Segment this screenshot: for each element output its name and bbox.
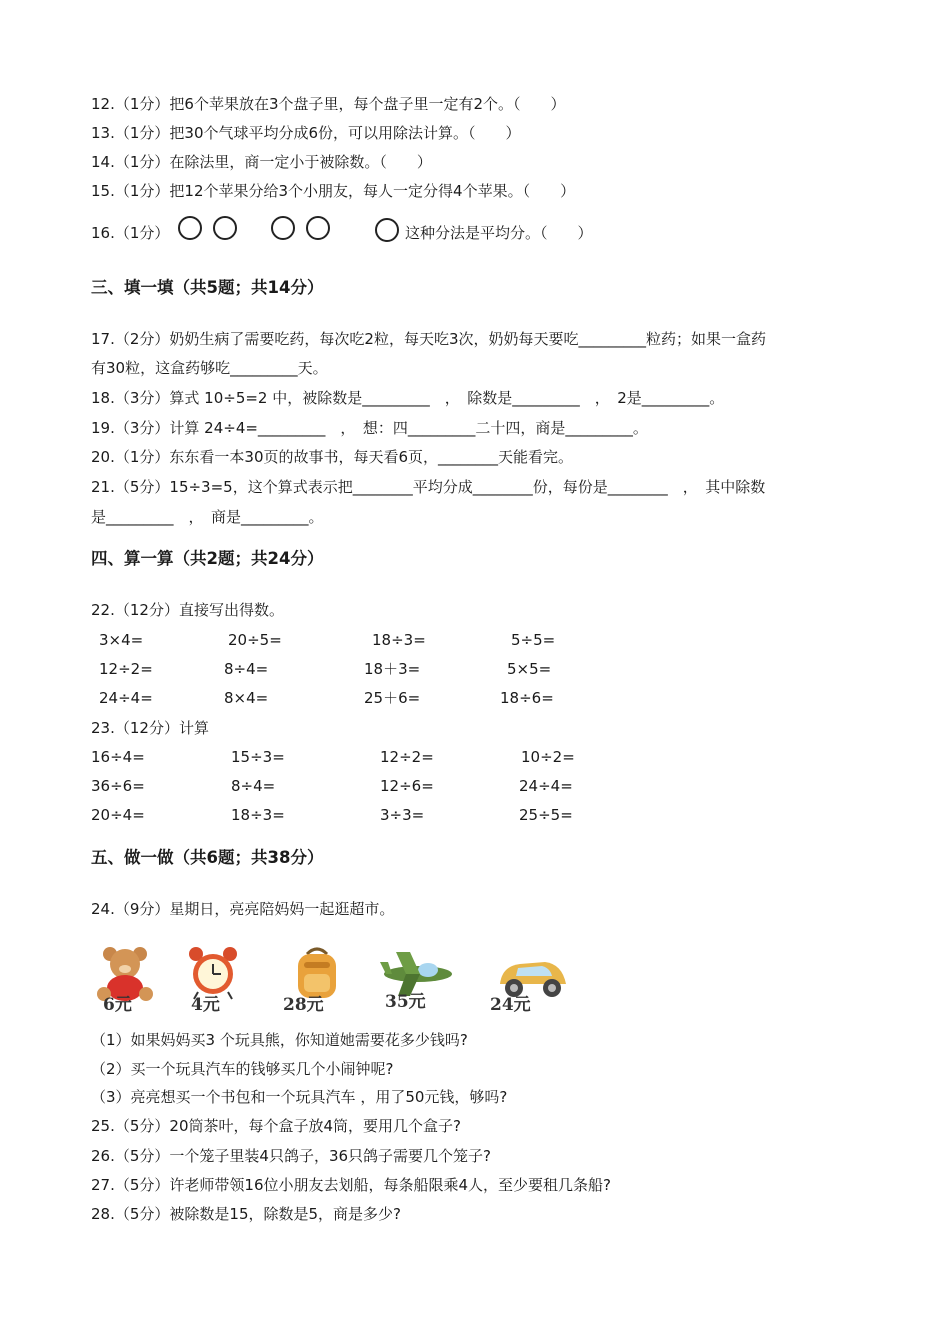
q23-cell: 20÷4= <box>91 806 145 824</box>
question-25: 25.（5分）20筒茶叶，每个盒子放4筒，要用几个盒子? <box>91 1117 461 1135</box>
price-label: 35元 <box>385 992 426 1012</box>
q22-cell: 25＋6= <box>364 689 421 707</box>
q22-cell: 5×5= <box>507 660 552 678</box>
q23-cell: 8÷4= <box>231 777 276 795</box>
question-24-1: （1）如果妈妈买3 个玩具熊，你知道她需要花多少钱吗? <box>91 1031 468 1049</box>
q22-cell: 18÷6= <box>500 689 554 707</box>
q23-cell: 25÷5= <box>519 806 573 824</box>
circle-icon <box>375 218 399 242</box>
q22-cell: 18＋3= <box>364 660 421 678</box>
q22-cell: 8×4= <box>224 689 269 707</box>
q23-cell: 24÷4= <box>519 777 573 795</box>
price-label: 28元 <box>283 995 324 1015</box>
price-label: 6元 <box>103 995 132 1015</box>
question-20: 20.（1分）东东看一本30页的故事书，每天看6页，________天能看完。 <box>91 448 574 466</box>
question-28: 28.（5分）被除数是15，除数是5，商是多少? <box>91 1205 401 1223</box>
question-19: 19.（3分）计算 24÷4=_________ ， 想：四_________二十四，商是_________。 <box>91 419 648 437</box>
q23-cell: 15÷3= <box>231 748 285 766</box>
q22-cell: 12÷2= <box>99 660 153 678</box>
q22-cell: 24÷4= <box>99 689 153 707</box>
question-16-prefix: 16.（1分） <box>91 224 170 242</box>
q23-cell: 16÷4= <box>91 748 145 766</box>
question-12: 12.（1分）把6个苹果放在3个盘子里，每个盘子里一定有2个。（ ） <box>91 95 566 113</box>
question-17-line2: 有30粒，这盒药够吃_________天。 <box>91 359 328 377</box>
question-27: 27.（5分）许老师带领16位小朋友去划船，每条船限乘4人，至少要租几条船? <box>91 1176 611 1194</box>
circle-icon <box>178 216 202 240</box>
question-15: 15.（1分）把12个苹果分给3个小朋友，每人一定分得4个苹果。（ ） <box>91 182 576 200</box>
question-14: 14.（1分）在除法里，商一定小于被除数。（ ） <box>91 153 432 171</box>
question-18: 18.（3分）算式 10÷5=2 中，被除数是_________ ， 除数是_________ ， 2是_________。 <box>91 389 725 407</box>
question-24-3: （3）亮亮想买一个书包和一个玩具汽车 ，用了50元钱，够吗? <box>91 1088 508 1106</box>
question-24-2: （2）买一个玩具汽车的钱够买几个小闹钟呢? <box>91 1060 394 1078</box>
q23-cell: 18÷3= <box>231 806 285 824</box>
question-26: 26.（5分）一个笼子里装4只鸽子，36只鸽子需要几个笼子? <box>91 1147 491 1165</box>
section-4-heading: 四、算一算（共2题；共24分） <box>91 549 324 568</box>
question-17-line1: 17.（2分）奶奶生病了需要吃药，每次吃2粒，每天吃3次，奶奶每天要吃_________粒药；如果一盒药 <box>91 330 766 348</box>
circle-icon <box>271 216 295 240</box>
question-16-suffix: 这种分法是平均分。（ ） <box>405 224 593 242</box>
q22-cell: 18÷3= <box>372 631 426 649</box>
question-13: 13.（1分）把30个气球平均分成6份，可以用除法计算。（ ） <box>91 124 521 142</box>
question-21-line2: 是_________ ， 商是_________。 <box>91 508 324 526</box>
q22-cell: 8÷4= <box>224 660 269 678</box>
price-label: 24元 <box>490 995 531 1015</box>
q22-cell: 3×4= <box>99 631 144 649</box>
question-23: 23.（12分）计算 <box>91 719 209 737</box>
circle-icon <box>213 216 237 240</box>
circle-icon <box>306 216 330 240</box>
q23-cell: 12÷2= <box>380 748 434 766</box>
question-21-line1: 21.（5分）15÷3=5，这个算式表示把________平均分成________份，每份是________ ， 其中除数 <box>91 478 766 496</box>
q23-cell: 12÷6= <box>380 777 434 795</box>
price-label: 4元 <box>191 995 220 1015</box>
q22-cell: 5÷5= <box>511 631 556 649</box>
q22-cell: 20÷5= <box>228 631 282 649</box>
q23-cell: 10÷2= <box>521 748 575 766</box>
q23-cell: 36÷6= <box>91 777 145 795</box>
question-22: 22.（12分）直接写出得数。 <box>91 601 284 619</box>
question-24: 24.（9分）星期日，亮亮陪妈妈一起逛超市。 <box>91 900 395 918</box>
q23-cell: 3÷3= <box>380 806 425 824</box>
section-5-heading: 五、做一做（共6题；共38分） <box>91 848 324 867</box>
section-3-heading: 三、填一填（共5题；共14分） <box>91 278 324 297</box>
